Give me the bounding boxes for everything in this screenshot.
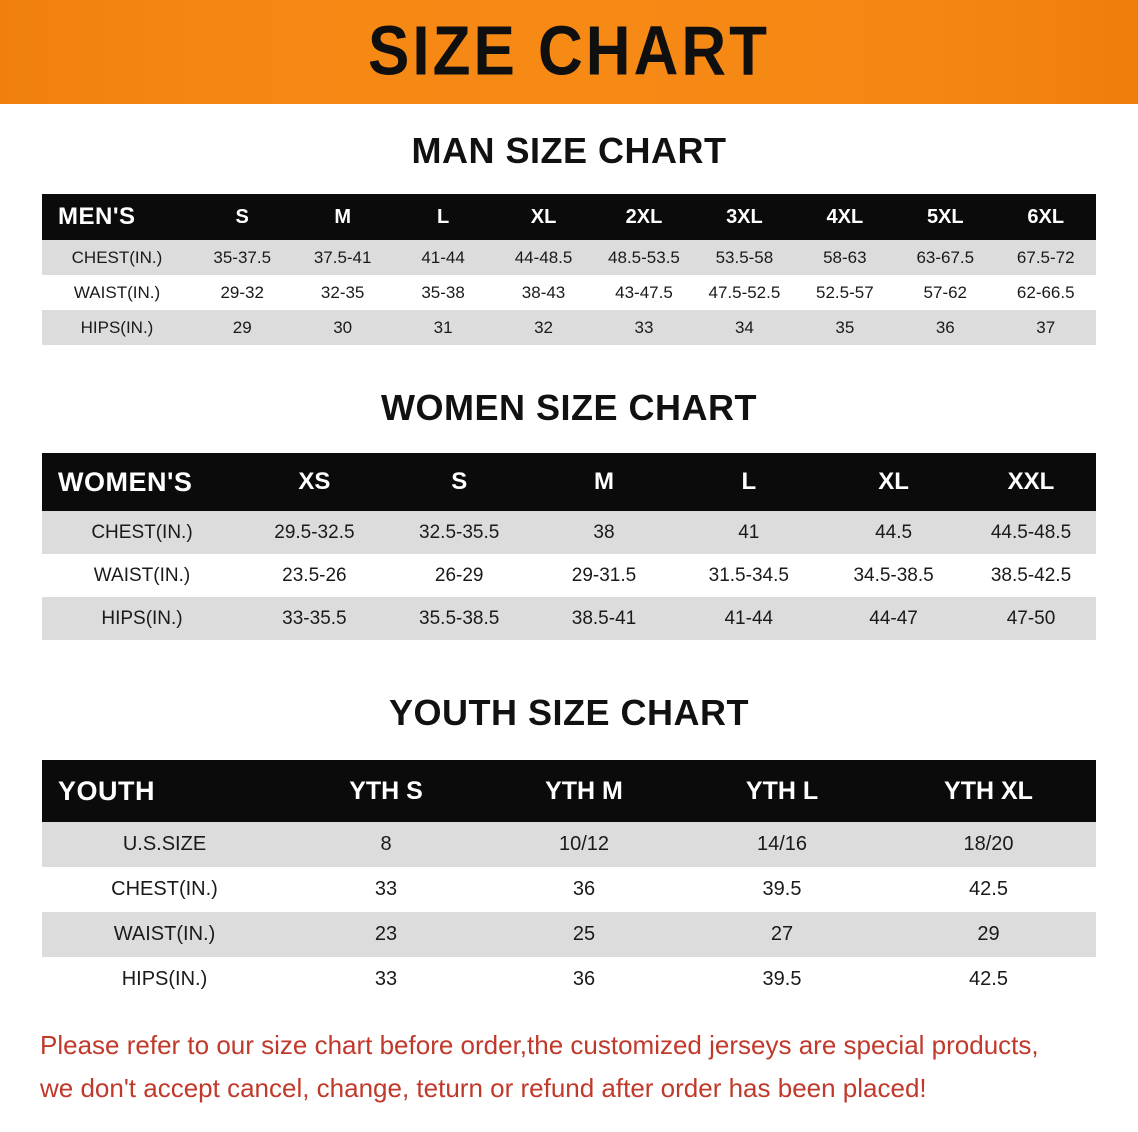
table-row <box>42 554 1096 597</box>
man-cell-2-6: 35 <box>795 310 895 345</box>
women-size-table <box>42 453 1096 640</box>
women-cell-1-1: 26-29 <box>387 554 532 597</box>
women-cell-2-4: 44-47 <box>821 597 966 640</box>
man-cell-1-2: 35-38 <box>393 275 493 310</box>
man-row-label-2: HIPS(IN.) <box>42 310 192 345</box>
women-table-body <box>42 511 1096 640</box>
youth-row-label-3: HIPS(IN.) <box>42 957 287 1002</box>
women-header-cell-1: XS <box>242 453 387 511</box>
youth-header-cell-1: YTH S <box>287 760 485 822</box>
youth-cell-0-2: 14/16 <box>683 822 881 867</box>
man-cell-0-5: 53.5-58 <box>694 240 794 275</box>
table-row <box>42 511 1096 554</box>
youth-table-wrapper <box>0 760 1138 1002</box>
man-cell-0-0: 35-37.5 <box>192 240 292 275</box>
women-row-label-0: CHEST(IN.) <box>42 511 242 554</box>
youth-cell-2-0: 23 <box>287 912 485 957</box>
man-cell-0-2: 41-44 <box>393 240 493 275</box>
man-cell-1-3: 38-43 <box>493 275 593 310</box>
table-row <box>42 275 1096 310</box>
man-cell-0-8: 67.5-72 <box>996 240 1097 275</box>
youth-row-label-2: WAIST(IN.) <box>42 912 287 957</box>
youth-cell-1-2: 39.5 <box>683 867 881 912</box>
table-header-row <box>42 453 1096 511</box>
page-title: SIZE CHART <box>368 12 770 91</box>
table-row <box>42 597 1096 640</box>
youth-cell-1-1: 36 <box>485 867 683 912</box>
man-section-heading: MAN SIZE CHART <box>411 130 727 171</box>
man-cell-1-4: 43-47.5 <box>594 275 694 310</box>
youth-cell-3-0: 33 <box>287 957 485 1002</box>
man-cell-1-1: 32-35 <box>292 275 392 310</box>
women-header-cell-5: XL <box>821 453 966 511</box>
man-cell-1-6: 52.5-57 <box>795 275 895 310</box>
table-row <box>42 240 1096 275</box>
youth-cell-0-0: 8 <box>287 822 485 867</box>
man-cell-1-5: 47.5-52.5 <box>694 275 794 310</box>
table-row <box>42 957 1096 1002</box>
women-cell-0-5: 44.5-48.5 <box>966 511 1096 554</box>
man-header-cell-5: 2XL <box>594 194 694 240</box>
table-header-row <box>42 760 1096 822</box>
youth-header-cell-2: YTH M <box>485 760 683 822</box>
women-cell-1-4: 34.5-38.5 <box>821 554 966 597</box>
women-cell-0-3: 41 <box>676 511 821 554</box>
disclaimer-note <box>40 1024 1098 1110</box>
women-table-header <box>42 453 1096 511</box>
youth-cell-2-2: 27 <box>683 912 881 957</box>
youth-cell-1-3: 42.5 <box>881 867 1096 912</box>
women-header-cell-2: S <box>387 453 532 511</box>
women-cell-2-3: 41-44 <box>676 597 821 640</box>
man-cell-2-3: 32 <box>493 310 593 345</box>
man-header-cell-8: 5XL <box>895 194 995 240</box>
youth-section-heading: YOUTH SIZE CHART <box>388 692 749 733</box>
women-header-cell-0: WOMEN'S <box>42 453 242 511</box>
youth-table-body <box>42 822 1096 1002</box>
man-cell-1-7: 57-62 <box>895 275 995 310</box>
women-cell-0-0: 29.5-32.5 <box>242 511 387 554</box>
women-cell-1-3: 31.5-34.5 <box>676 554 821 597</box>
women-header-cell-6: XXL <box>966 453 1096 511</box>
youth-header-cell-0: YOUTH <box>42 760 287 822</box>
women-section-heading: WOMEN SIZE CHART <box>381 387 757 428</box>
man-header-cell-6: 3XL <box>694 194 794 240</box>
man-cell-0-3: 44-48.5 <box>493 240 593 275</box>
man-table-body <box>42 240 1096 345</box>
man-cell-2-0: 29 <box>192 310 292 345</box>
table-row <box>42 912 1096 957</box>
disclaimer-line-1: Please refer to our size chart before order,the customized jerseys are special products, <box>40 1030 1039 1060</box>
man-cell-0-1: 37.5-41 <box>292 240 392 275</box>
women-cell-2-1: 35.5-38.5 <box>387 597 532 640</box>
youth-cell-3-3: 42.5 <box>881 957 1096 1002</box>
disclaimer-line-2: we don't accept cancel, change, teturn or refund after order has been placed! <box>40 1072 927 1103</box>
youth-cell-0-3: 18/20 <box>881 822 1096 867</box>
women-cell-2-5: 47-50 <box>966 597 1096 640</box>
table-row <box>42 867 1096 912</box>
youth-cell-3-2: 39.5 <box>683 957 881 1002</box>
women-cell-0-2: 38 <box>532 511 677 554</box>
women-header-cell-3: M <box>532 453 677 511</box>
women-cell-0-1: 32.5-35.5 <box>387 511 532 554</box>
women-cell-0-4: 44.5 <box>821 511 966 554</box>
youth-cell-3-1: 36 <box>485 957 683 1002</box>
man-row-label-1: WAIST(IN.) <box>42 275 192 310</box>
man-table-wrapper <box>0 194 1138 345</box>
women-cell-1-2: 29-31.5 <box>532 554 677 597</box>
man-cell-2-8: 37 <box>996 310 1097 345</box>
youth-header-cell-3: YTH L <box>683 760 881 822</box>
man-cell-2-5: 34 <box>694 310 794 345</box>
women-header-cell-4: L <box>676 453 821 511</box>
man-header-cell-4: XL <box>493 194 593 240</box>
youth-size-table <box>42 760 1096 1002</box>
table-row <box>42 822 1096 867</box>
women-cell-1-5: 38.5-42.5 <box>966 554 1096 597</box>
man-size-table <box>42 194 1096 345</box>
women-cell-2-0: 33-35.5 <box>242 597 387 640</box>
youth-table-header <box>42 760 1096 822</box>
banner <box>0 0 1138 104</box>
man-header-cell-0: MEN'S <box>42 194 192 240</box>
man-cell-2-1: 30 <box>292 310 392 345</box>
man-table-header <box>42 194 1096 240</box>
man-header-cell-1: S <box>192 194 292 240</box>
man-header-cell-2: M <box>292 194 392 240</box>
man-header-cell-9: 6XL <box>996 194 1097 240</box>
women-row-label-2: HIPS(IN.) <box>42 597 242 640</box>
youth-cell-0-1: 10/12 <box>485 822 683 867</box>
table-row <box>42 310 1096 345</box>
table-header-row <box>42 194 1096 240</box>
women-row-label-1: WAIST(IN.) <box>42 554 242 597</box>
man-cell-2-4: 33 <box>594 310 694 345</box>
youth-cell-2-1: 25 <box>485 912 683 957</box>
man-header-cell-3: L <box>393 194 493 240</box>
man-cell-0-7: 63-67.5 <box>895 240 995 275</box>
women-cell-2-2: 38.5-41 <box>532 597 677 640</box>
man-cell-2-7: 36 <box>895 310 995 345</box>
man-cell-0-6: 58-63 <box>795 240 895 275</box>
youth-header-cell-4: YTH XL <box>881 760 1096 822</box>
man-cell-1-8: 62-66.5 <box>996 275 1097 310</box>
youth-row-label-1: CHEST(IN.) <box>42 867 287 912</box>
youth-cell-1-0: 33 <box>287 867 485 912</box>
youth-row-label-0: U.S.SIZE <box>42 822 287 867</box>
women-table-wrapper <box>0 453 1138 640</box>
man-row-label-0: CHEST(IN.) <box>42 240 192 275</box>
youth-cell-2-3: 29 <box>881 912 1096 957</box>
man-header-cell-7: 4XL <box>795 194 895 240</box>
man-cell-2-2: 31 <box>393 310 493 345</box>
man-cell-0-4: 48.5-53.5 <box>594 240 694 275</box>
man-cell-1-0: 29-32 <box>192 275 292 310</box>
women-cell-1-0: 23.5-26 <box>242 554 387 597</box>
